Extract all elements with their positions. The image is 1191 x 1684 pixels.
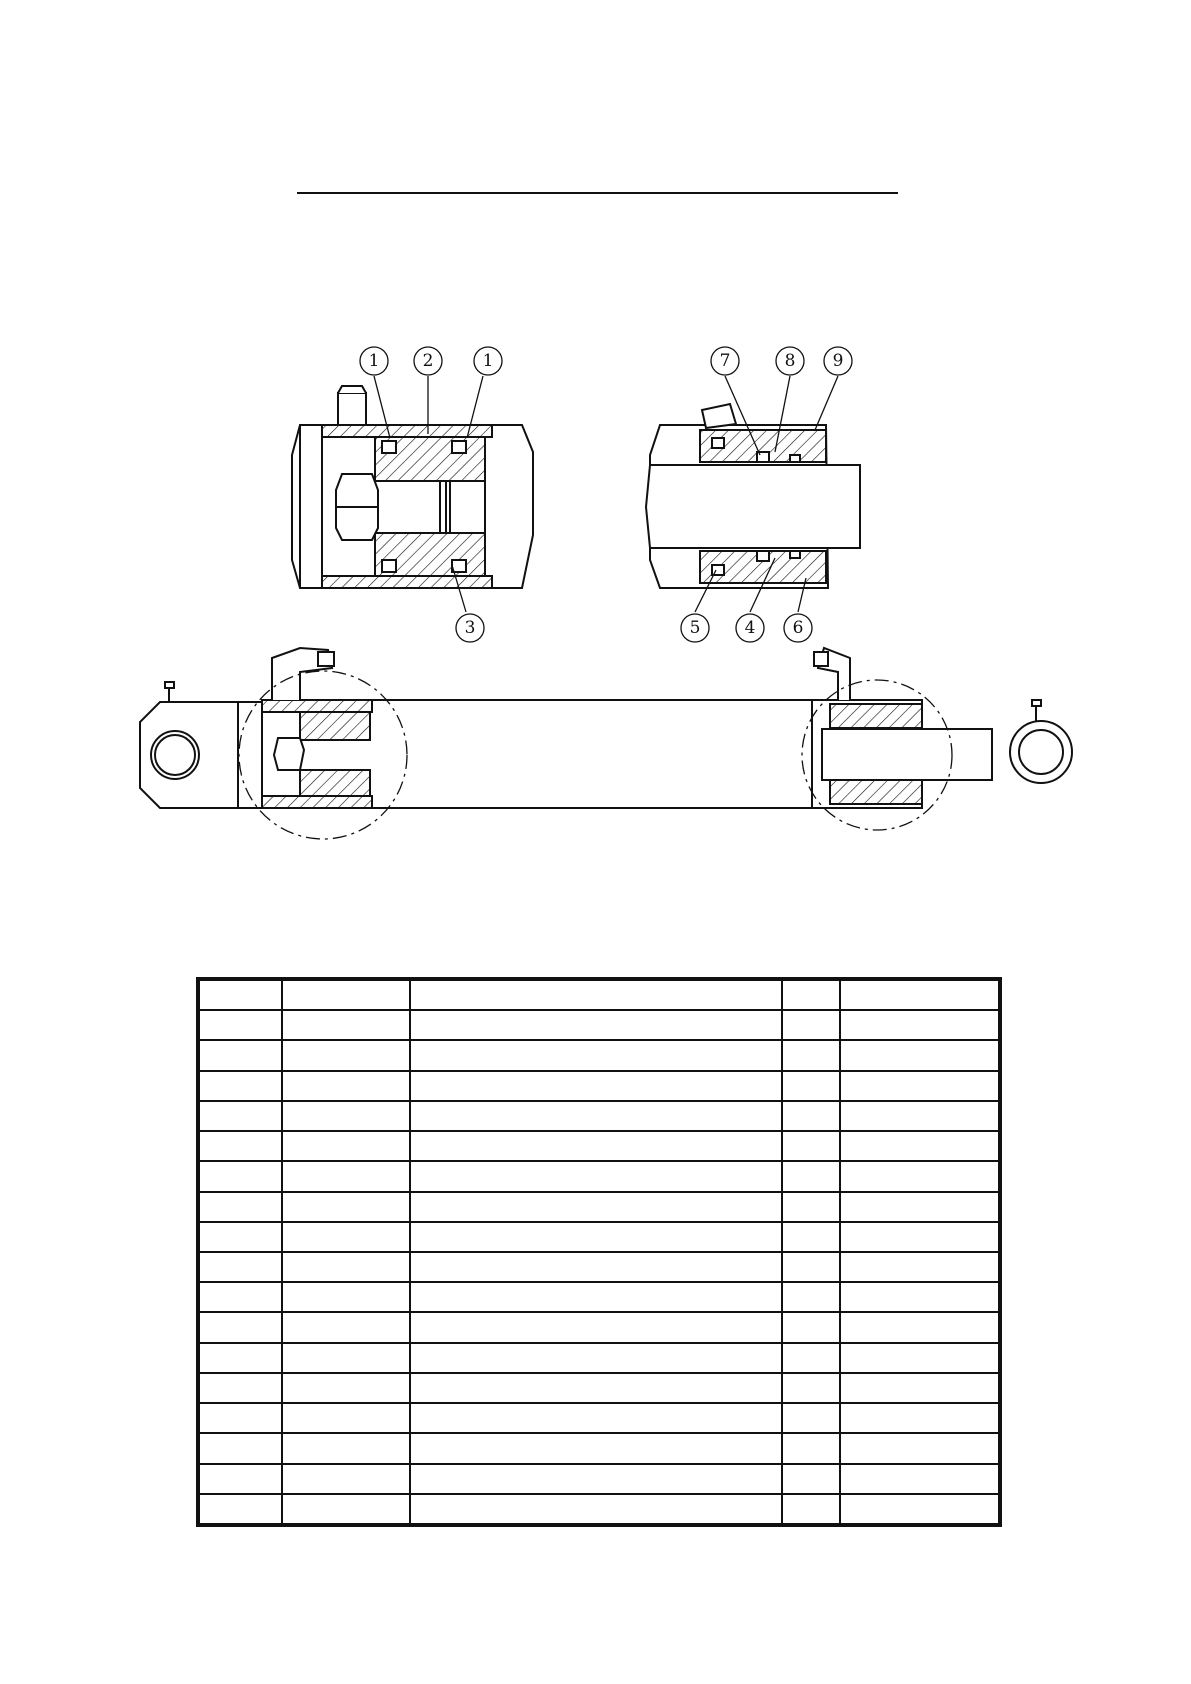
table-row xyxy=(198,979,1000,1010)
table-cell xyxy=(198,1282,282,1312)
table-cell xyxy=(782,1161,840,1191)
table-cell xyxy=(782,1433,840,1463)
table-cell xyxy=(840,1010,1000,1040)
table-cell xyxy=(282,1222,410,1252)
table-cell xyxy=(840,1131,1000,1161)
table-cell xyxy=(198,1403,282,1433)
table-row xyxy=(198,1192,1000,1222)
table-cell xyxy=(282,1010,410,1040)
full-cylinder-assembly xyxy=(140,648,1072,808)
callout-8 xyxy=(776,347,804,375)
table-row xyxy=(198,1071,1000,1101)
table-cell xyxy=(282,1464,410,1494)
table-cell xyxy=(840,1192,1000,1222)
table-cell xyxy=(840,1312,1000,1342)
table-cell xyxy=(198,1101,282,1131)
callout-1a xyxy=(360,347,388,375)
table-cell xyxy=(840,1282,1000,1312)
table-cell xyxy=(282,1282,410,1312)
table-cell xyxy=(282,1252,410,1282)
table-cell xyxy=(410,1494,782,1525)
callout-6 xyxy=(784,614,812,642)
table-cell xyxy=(198,1343,282,1373)
table-cell xyxy=(840,1040,1000,1070)
table-cell xyxy=(410,1403,782,1433)
table-row xyxy=(198,1373,1000,1403)
table-row xyxy=(198,1343,1000,1373)
table-row xyxy=(198,1040,1000,1070)
table-cell xyxy=(782,1040,840,1070)
gland-detail-view xyxy=(646,404,860,588)
svg-text:3: 3 xyxy=(464,618,476,638)
table-cell xyxy=(782,1373,840,1403)
table-cell xyxy=(840,979,1000,1010)
table-cell xyxy=(840,1403,1000,1433)
table-cell xyxy=(282,1101,410,1131)
table-cell xyxy=(198,1252,282,1282)
table-cell xyxy=(840,1101,1000,1131)
table-cell xyxy=(198,1131,282,1161)
callout-5 xyxy=(681,614,709,642)
table-cell xyxy=(198,1161,282,1191)
svg-text:1: 1 xyxy=(482,351,494,371)
table-cell xyxy=(198,1464,282,1494)
callout-3 xyxy=(456,614,484,642)
table-cell xyxy=(782,979,840,1010)
callout-7 xyxy=(711,347,739,375)
svg-text:8: 8 xyxy=(784,351,796,371)
table-cell xyxy=(782,1282,840,1312)
table-cell xyxy=(198,1040,282,1070)
table-cell xyxy=(410,1282,782,1312)
table-cell xyxy=(282,1494,410,1525)
table-cell xyxy=(840,1433,1000,1463)
table-cell xyxy=(782,1494,840,1525)
table-cell xyxy=(410,1071,782,1101)
table-cell xyxy=(782,1343,840,1373)
svg-text:2: 2 xyxy=(422,351,434,371)
table-cell xyxy=(410,979,782,1010)
table-cell xyxy=(840,1161,1000,1191)
table-row xyxy=(198,1101,1000,1131)
table-cell xyxy=(282,1403,410,1433)
table-cell xyxy=(782,1192,840,1222)
table-cell xyxy=(782,1010,840,1040)
table-cell xyxy=(282,1433,410,1463)
table-cell xyxy=(782,1464,840,1494)
table-cell xyxy=(782,1252,840,1282)
table-cell xyxy=(282,1343,410,1373)
table-cell xyxy=(282,979,410,1010)
table-cell xyxy=(782,1101,840,1131)
table-cell xyxy=(410,1040,782,1070)
table-cell xyxy=(782,1403,840,1433)
table-cell xyxy=(410,1433,782,1463)
table-cell xyxy=(840,1373,1000,1403)
table-cell xyxy=(410,1161,782,1191)
table-row xyxy=(198,1464,1000,1494)
table-cell xyxy=(198,1433,282,1463)
table-cell xyxy=(198,1222,282,1252)
callout-1b xyxy=(474,347,502,375)
piston-detail-view xyxy=(292,386,533,588)
table-row xyxy=(198,1494,1000,1525)
table-cell xyxy=(282,1071,410,1101)
table-row xyxy=(198,1222,1000,1252)
table-cell xyxy=(410,1343,782,1373)
callout-2 xyxy=(414,347,442,375)
table-cell xyxy=(198,1373,282,1403)
callout-4 xyxy=(736,614,764,642)
svg-text:1: 1 xyxy=(368,351,380,371)
table-cell xyxy=(198,1192,282,1222)
table-cell xyxy=(410,1252,782,1282)
table-cell xyxy=(840,1494,1000,1525)
table-cell xyxy=(410,1131,782,1161)
table-cell xyxy=(410,1192,782,1222)
svg-text:4: 4 xyxy=(744,618,756,638)
table-cell xyxy=(840,1222,1000,1252)
table-row xyxy=(198,1010,1000,1040)
table-cell xyxy=(198,1494,282,1525)
table-cell xyxy=(410,1464,782,1494)
table-cell xyxy=(282,1312,410,1342)
table-cell xyxy=(840,1464,1000,1494)
table-cell xyxy=(198,979,282,1010)
table-cell xyxy=(198,1010,282,1040)
table-cell xyxy=(410,1312,782,1342)
table-cell xyxy=(410,1373,782,1403)
table-cell xyxy=(198,1312,282,1342)
parts-list-table xyxy=(196,977,1002,1527)
table-row xyxy=(198,1312,1000,1342)
table-cell xyxy=(410,1101,782,1131)
table-cell xyxy=(198,1071,282,1101)
svg-text:6: 6 xyxy=(792,618,804,638)
table-cell xyxy=(782,1312,840,1342)
table-row xyxy=(198,1161,1000,1191)
table-cell xyxy=(782,1222,840,1252)
table-cell xyxy=(282,1161,410,1191)
table-cell xyxy=(410,1222,782,1252)
table-row xyxy=(198,1282,1000,1312)
table-cell xyxy=(282,1192,410,1222)
table-row xyxy=(198,1433,1000,1463)
table-cell xyxy=(282,1373,410,1403)
table-cell xyxy=(410,1010,782,1040)
table-row xyxy=(198,1252,1000,1282)
table-cell xyxy=(282,1131,410,1161)
svg-text:9: 9 xyxy=(832,351,844,371)
table-cell xyxy=(782,1131,840,1161)
table-row xyxy=(198,1403,1000,1433)
table-row xyxy=(198,1131,1000,1161)
svg-text:5: 5 xyxy=(689,618,701,638)
callout-9 xyxy=(824,347,852,375)
table-cell xyxy=(840,1071,1000,1101)
table-cell xyxy=(840,1343,1000,1373)
table-cell xyxy=(840,1252,1000,1282)
table-cell xyxy=(282,1040,410,1070)
svg-text:7: 7 xyxy=(719,351,731,371)
table-cell xyxy=(782,1071,840,1101)
